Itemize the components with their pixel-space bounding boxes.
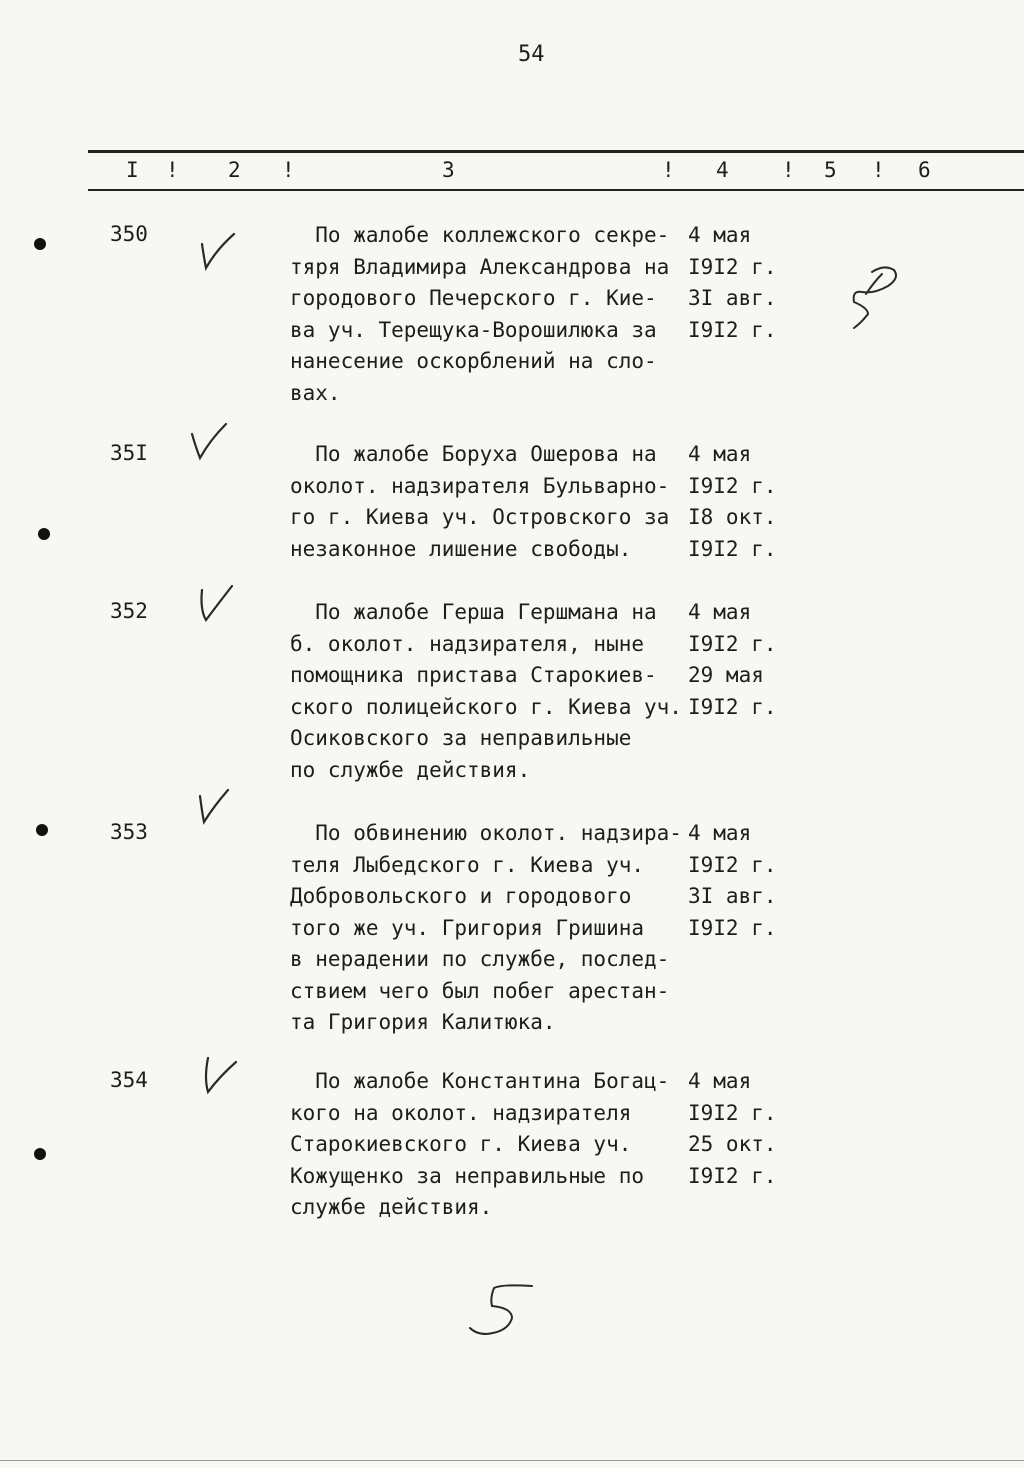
header-col-2: 2	[228, 158, 241, 182]
description-line: Старокиевского г. Киева уч.	[290, 1132, 632, 1156]
date-line: I9I2 г.	[688, 694, 777, 719]
description-line: та Григория Калитюка.	[290, 1010, 556, 1034]
handwritten-checkmark-icon	[198, 1050, 242, 1098]
date-line: 4 мая	[688, 821, 752, 845]
handwritten-checkmark-icon	[194, 786, 234, 828]
entry-description	[290, 220, 690, 409]
header-top-rule	[88, 150, 1024, 153]
date-line: I9I2 г.	[688, 631, 777, 656]
punch-hole	[34, 238, 46, 250]
description-line: околот. надзирателя Бульварно-	[290, 473, 670, 498]
entry-number: 35I	[110, 441, 148, 465]
description-line: По обвинению околот. надзира-	[290, 821, 682, 845]
handwritten-checkmark-icon	[194, 582, 238, 626]
date-line: 4 мая	[688, 600, 752, 624]
entry-number: 350	[110, 222, 148, 246]
punch-hole	[34, 1148, 46, 1160]
description-line: службе действия.	[290, 1195, 493, 1219]
entry-number: 354	[110, 1068, 148, 1092]
description-line: По жалобе Константина Богац-	[290, 1069, 670, 1093]
description-line: помощника пристава Старокиев-	[290, 663, 657, 687]
entry-number: 353	[110, 820, 148, 844]
date-line: 4 мая	[688, 223, 752, 247]
description-line: того же уч. Григория Гришина	[290, 915, 645, 940]
description-line: б. околот. надзирателя, ныне	[290, 631, 645, 656]
entry-number: 352	[110, 599, 148, 623]
description-line: нанесение оскорблений на сло-	[290, 349, 657, 373]
handwritten-checkmark-icon	[186, 420, 230, 464]
description-line: городового Печерского г. Кие-	[290, 286, 657, 310]
description-line: незаконное лишение свободы.	[290, 536, 632, 561]
date-line: I9I2 г.	[688, 852, 777, 877]
header-col-1: I	[126, 158, 139, 182]
page-number: 54	[518, 42, 545, 67]
description-line: Кожущенко за неправильные по	[290, 1163, 645, 1188]
handwritten-numeral-icon	[462, 1276, 542, 1342]
header-separator: !	[872, 158, 885, 182]
header-col-4: 4	[716, 158, 729, 182]
date-line: 4 мая	[688, 442, 752, 466]
date-line: I9I2 г.	[688, 1163, 777, 1188]
description-line: По жалобе коллежского секре-	[290, 223, 670, 247]
description-line: теля Лыбедского г. Киева уч.	[290, 852, 645, 877]
description-line: тяря Владимира Александрова на	[290, 254, 670, 279]
description-line: ва уч. Терещука-Ворошилюка за	[290, 317, 657, 342]
description-line: вах.	[290, 380, 341, 405]
date-line: 3I авг.	[688, 884, 777, 908]
page-bottom-edge	[0, 1460, 1024, 1461]
description-line: ствием чего был побег арестан-	[290, 978, 670, 1003]
date-line: I9I2 г.	[688, 536, 777, 561]
date-line: I9I2 г.	[688, 1100, 777, 1125]
date-line: 4 мая	[688, 1069, 752, 1093]
punch-hole	[38, 528, 50, 540]
description-line: ского полицейского г. Киева уч.	[290, 694, 682, 719]
header-separator: !	[662, 158, 675, 182]
header-col-5: 5	[824, 158, 837, 182]
punch-hole	[36, 824, 48, 836]
entry-description	[290, 1066, 690, 1224]
header-col-6: 6	[918, 158, 931, 182]
entry-dates	[688, 818, 777, 944]
handwritten-checkmark-icon	[196, 228, 240, 272]
entry-dates	[688, 439, 777, 565]
date-line: I9I2 г.	[688, 317, 777, 342]
date-line: 3I авг.	[688, 286, 777, 310]
date-line: I9I2 г.	[688, 254, 777, 279]
description-line: го г. Киева уч. Островского за	[290, 505, 670, 529]
description-line: по службе действия.	[290, 757, 531, 782]
description-line: Осиковского за неправильные	[290, 726, 632, 750]
header-col-3: 3	[442, 158, 455, 182]
entry-description	[290, 818, 690, 1039]
description-line: Добровольского и городового	[290, 884, 632, 908]
entry-description	[290, 439, 690, 565]
description-line: в нерадении по службе, послед-	[290, 947, 670, 971]
description-line: кого на околот. надзирателя	[290, 1100, 632, 1125]
date-line: I8 окт.	[688, 505, 777, 529]
entry-description	[290, 597, 690, 786]
date-line: I9I2 г.	[688, 915, 777, 940]
header-separator: !	[282, 158, 295, 182]
date-line: 25 окт.	[688, 1132, 777, 1156]
entry-dates	[688, 597, 777, 723]
handwritten-scribble-icon	[838, 262, 912, 334]
entry-dates	[688, 1066, 777, 1192]
header-bottom-rule	[88, 189, 1024, 191]
description-line: По жалобе Герша Гершмана на	[290, 600, 657, 624]
description-line: По жалобе Боруха Ошерова на	[290, 442, 657, 466]
entry-dates	[688, 220, 777, 346]
header-separator: !	[782, 158, 795, 182]
date-line: I9I2 г.	[688, 473, 777, 498]
header-separator: !	[166, 158, 179, 182]
date-line: 29 мая	[688, 663, 764, 687]
